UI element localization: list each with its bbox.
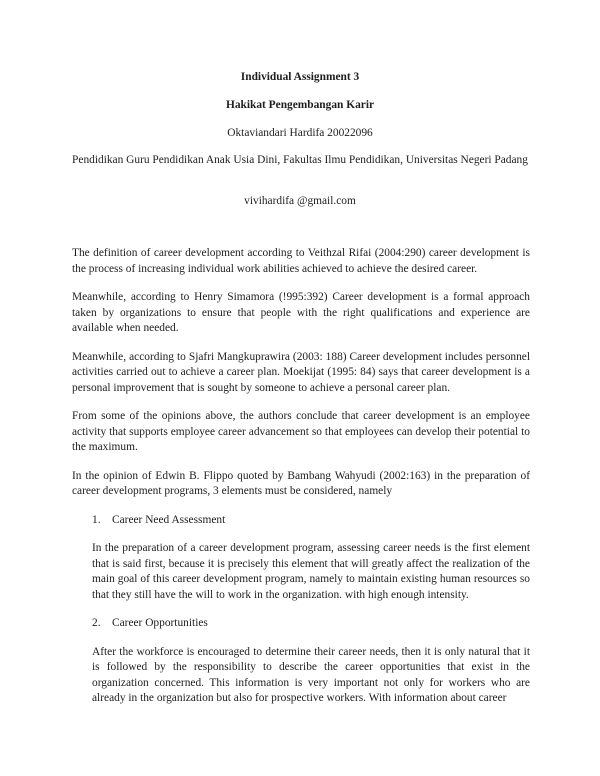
- list-item-title: Career Opportunities: [112, 617, 208, 629]
- list-item-number: 1.: [92, 513, 101, 526]
- document-subtitle: Hakikat Pengembangan Karir: [225, 99, 375, 111]
- list-item-text: After the workforce is encouraged to determine their career needs, then it is only natural that it is followed by the responsibility to describe the career opportunities that exist in the organization concerned. This information is very important not only for workers who are already in the organization but also for prospective workers. With information about career: [92, 645, 530, 704]
- list-item-heading: [72, 616, 530, 632]
- list-item-title: Career Need Assessment: [112, 513, 226, 526]
- document-title: Individual Assignment 3: [240, 71, 360, 83]
- paragraph: In the opinion of Edwin B. Flippo quoted by Bambang Wahyudi (2002:163) in the preparation of career development programs, 3 elements must be considered, namely: [72, 469, 530, 497]
- author-email: vivihardifa @gmail.com: [244, 195, 356, 207]
- list-item-number: 2.: [92, 617, 101, 629]
- list-item-text: In the preparation of a career development program, assessing career needs is the first element that is said first, because it is precisely this element that will greatly affect the realization of the main goal of this career development program, namely to maintain existing human resources so that they still have the will to work in the organization. with high enough intensity.: [92, 542, 530, 601]
- paragraph: Meanwhile, according to Sjafri Mangkuprawira (2003: 188) Career development includes personnel activities carried out to achieve a career plan. Moekijat (1995: 84) says that career development is a personal improvement that is sought by someone to achieve a personal career plan.: [72, 350, 530, 394]
- paragraph: From some of the opinions above, the authors conclude that career development is an employee activity that supports employee career advancement so that employees can develop their potential to the maximum.: [72, 410, 530, 453]
- paragraph: Meanwhile, according to Henry Simamora (!995:392) Career development is a formal approach taken by organizations to ensure that people with the right qualifications and experience are available when needed.: [72, 291, 530, 334]
- paragraph: The definition of career development according to Veithzal Rifai (2004:290) career development is the process of increasing individual work abilities achieved to achieve the desired career.: [72, 247, 530, 275]
- author-name: Oktaviandari Hardifa 20022096: [227, 127, 373, 139]
- document-body: [72, 246, 530, 720]
- author-affiliation: Pendidikan Guru Pendidikan Anak Usia Dini, Fakultas Ilmu Pendidikan, Universitas Negeri Padang: [72, 154, 528, 166]
- list-item-heading: [72, 513, 530, 529]
